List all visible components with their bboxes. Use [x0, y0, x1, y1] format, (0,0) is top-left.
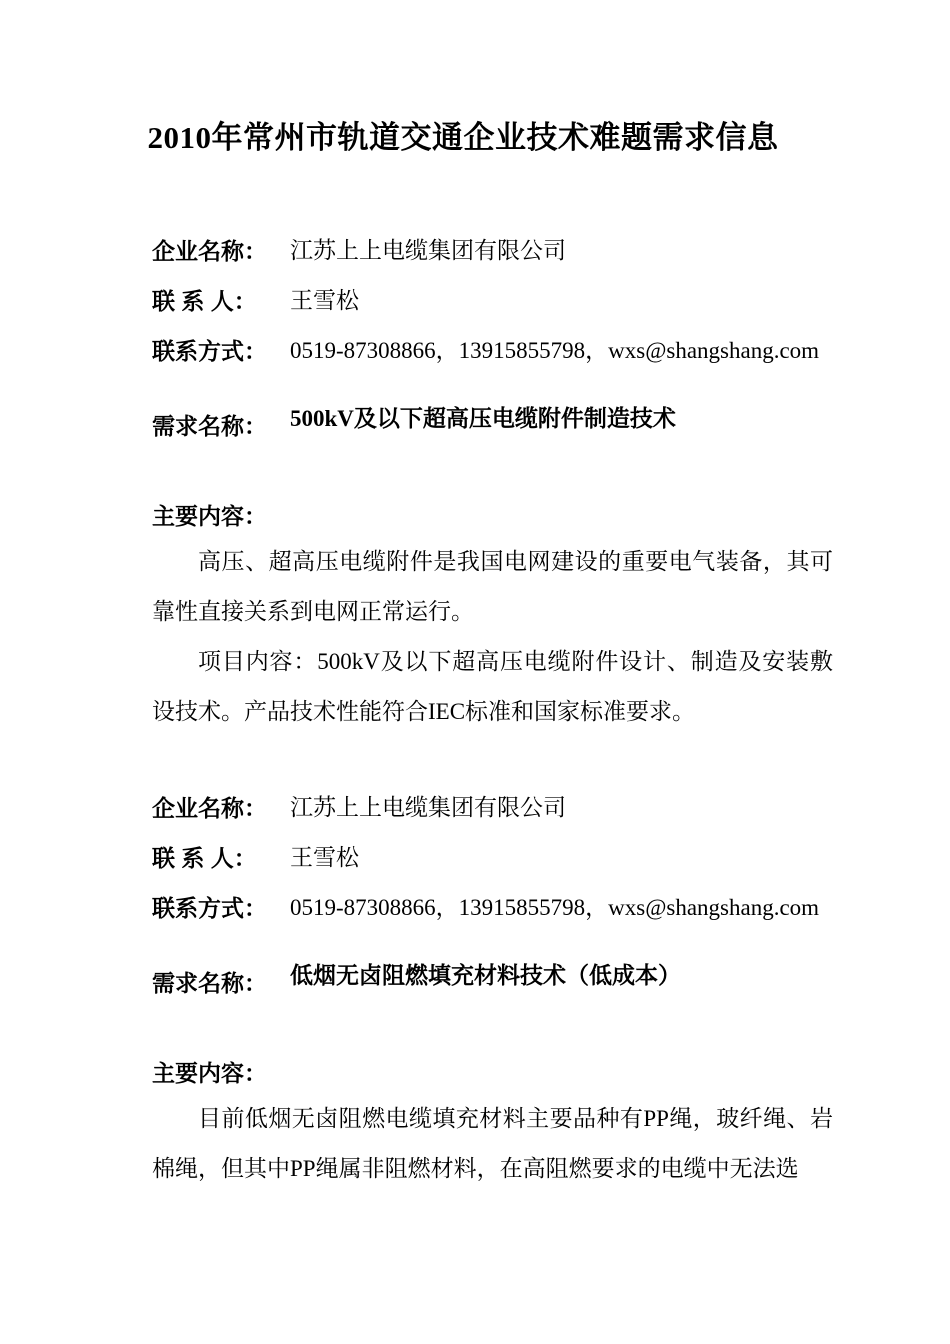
contact-person-row	[152, 288, 833, 314]
paragraph: 目前低烟无卤阻燃电缆填充材料主要品种有PP绳，玻纤绳、岩棉绳，但其中PP绳属非阻燃材料，在高阻燃要求的电缆中无法选	[152, 1106, 833, 1181]
company-row	[152, 238, 833, 264]
contact-method-row	[152, 895, 833, 921]
main-content-paragraphs	[152, 537, 833, 737]
contact-person-label: 联 系 人：	[152, 845, 257, 871]
company-row	[152, 795, 833, 821]
main-content-heading: 主要内容：	[152, 503, 267, 529]
contact-method-row	[152, 338, 833, 364]
demand-name-label: 需求名称：	[152, 970, 267, 996]
contact-block	[152, 238, 833, 364]
demand-name-row	[152, 962, 833, 996]
demand-section-1	[152, 238, 833, 737]
company-label: 企业名称：	[152, 238, 267, 264]
contact-block	[152, 795, 833, 921]
paragraph: 高压、超高压电缆附件是我国电网建设的重要电气装备，其可靠性直接关系到电网正常运行。	[152, 549, 833, 624]
demand-name-value: 500kV及以下超高压电缆附件制造技术	[290, 406, 676, 431]
contact-person-value: 王雪松	[290, 288, 359, 313]
contact-person-row	[152, 845, 833, 871]
company-value: 江苏上上电缆集团有限公司	[290, 795, 566, 820]
demand-name-row	[152, 405, 833, 439]
document-title: 2010年常州市轨道交通企业技术难题需求信息	[147, 120, 779, 155]
company-label: 企业名称：	[152, 795, 267, 821]
company-value: 江苏上上电缆集团有限公司	[290, 238, 566, 263]
contact-method-value: 0519-87308866，13915855798，wxs@shangshang.com	[290, 338, 820, 363]
main-content-paragraphs	[152, 1094, 833, 1194]
contact-person-label: 联 系 人：	[152, 288, 257, 314]
document-content	[152, 238, 833, 1194]
contact-method-value: 0519-87308866，13915855798，wxs@shangshang.com	[290, 895, 820, 920]
contact-person-value: 王雪松	[290, 845, 359, 870]
contact-method-label: 联系方式：	[152, 338, 267, 364]
contact-method-label: 联系方式：	[152, 895, 267, 921]
main-content-heading: 主要内容：	[152, 1060, 267, 1086]
demand-section-2	[152, 795, 833, 1194]
paragraph: 项目内容：500kV及以下超高压电缆附件设计、制造及安装敷设技术。产品技术性能符合IEC标准和国家标准要求。	[152, 649, 833, 724]
demand-name-label: 需求名称：	[152, 413, 267, 439]
demand-name-value: 低烟无卤阻燃填充材料技术（低成本）	[290, 963, 681, 988]
